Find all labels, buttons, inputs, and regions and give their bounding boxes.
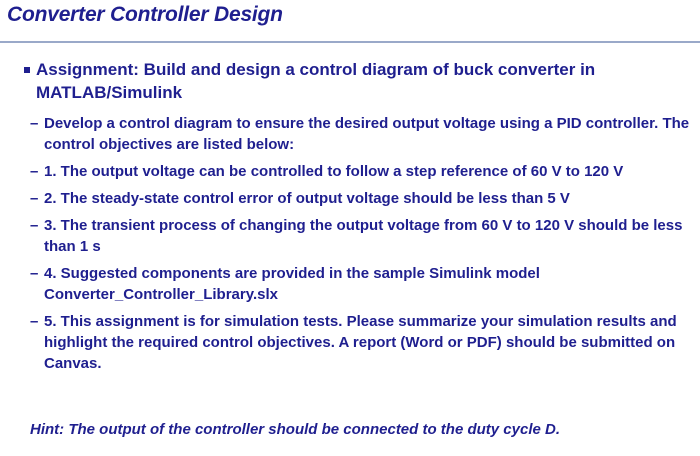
list-item-text: 4. Suggested components are provided in the sample Simulink model Converter_Controller_Library.slx [44, 265, 540, 303]
list-item-text: 2. The steady-state control error of output voltage should be less than 5 V [44, 190, 570, 207]
list-item [30, 188, 690, 209]
dash-icon: – [30, 190, 39, 207]
list-item [30, 161, 690, 182]
square-bullet-icon [24, 67, 30, 73]
dash-icon: – [30, 313, 39, 330]
hint-text: Hint: The output of the controller should be connected to the duty cycle D. [30, 421, 561, 438]
list-item [30, 263, 690, 305]
list-item [30, 113, 690, 155]
objective-list [22, 113, 690, 374]
title-divider [0, 41, 700, 43]
list-item-text: 1. The output voltage can be controlled to follow a step reference of 60 V to 120 V [44, 163, 624, 180]
list-item-text: Develop a control diagram to ensure the desired output voltage using a PID controller. The control objectives are listed below: [44, 115, 690, 153]
assignment-text: Assignment: Build and design a control diagram of buck converter in MATLAB/Simulink [36, 60, 596, 102]
dash-icon: – [30, 163, 39, 180]
dash-icon: – [30, 115, 39, 132]
assignment-bullet [22, 58, 690, 104]
list-item-text: 3. The transient process of changing the output voltage from 60 V to 120 V should be less than 1 s [44, 217, 683, 255]
slide-title: Converter Controller Design [7, 3, 283, 26]
dash-icon: – [30, 217, 39, 234]
list-item [30, 215, 690, 257]
slide-content [22, 58, 690, 380]
list-item [30, 311, 690, 374]
list-item-text: 5. This assignment is for simulation tests. Please summarize your simulation results and highlight the required control objectives. A report (Word or PDF) should be submitted on Canvas. [44, 313, 677, 372]
dash-icon: – [30, 265, 39, 282]
